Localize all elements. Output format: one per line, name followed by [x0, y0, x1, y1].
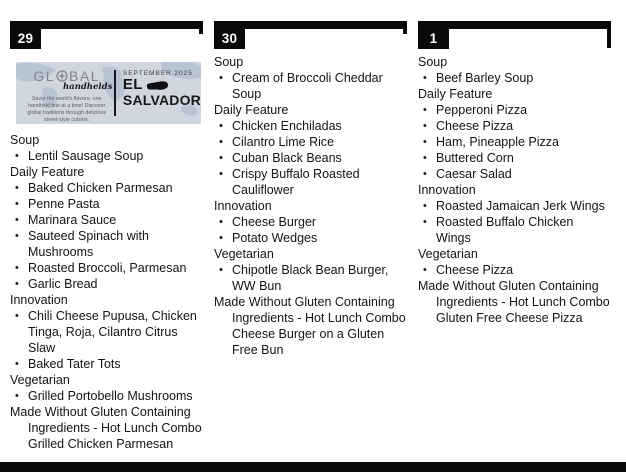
- section-title: Vegetarian: [10, 373, 70, 387]
- brand-wordmark: [21, 69, 112, 83]
- menu-content: [10, 132, 203, 452]
- banner-month-label: SEPTEMBER 2025: [122, 70, 193, 77]
- day-number-badge: 1: [418, 29, 449, 49]
- day-number-badge: 29: [10, 29, 41, 49]
- menu-item: • Caesar Salad: [418, 166, 611, 182]
- menu-item: • Cheese Pizza: [418, 262, 611, 278]
- banner-brand-block: [16, 62, 112, 124]
- country-line-1: [123, 78, 201, 92]
- global-handhelds-banner: [16, 62, 201, 124]
- menu-item: • Chili Cheese Pupusa, Chicken Tinga, Roja, Cilantro Citrus Slaw: [10, 308, 203, 356]
- section-title: Soup: [418, 55, 448, 69]
- menu-item: • Roasted Buffalo Chicken Wings: [418, 214, 611, 246]
- menu-item-list: [418, 262, 611, 278]
- menu-item: • Pepperoni Pizza: [418, 102, 611, 118]
- section-title: Innovation: [10, 293, 68, 307]
- menu-item: • Cream of Broccoli Cheddar Soup: [214, 70, 407, 102]
- column-top-bar: [418, 21, 611, 29]
- menu-content: [418, 54, 611, 326]
- menu-item: • Cheese Burger: [214, 214, 407, 230]
- menu-item: • Roasted Jamaican Jerk Wings: [418, 198, 611, 214]
- menu-item: • Crispy Buffalo Roasted Cauliflower: [214, 166, 407, 198]
- menu-item-list: [10, 180, 203, 292]
- banner-country-block: [116, 62, 201, 124]
- menu-content: [214, 54, 407, 358]
- menu-item: • Grilled Portobello Mushrooms: [10, 388, 203, 404]
- menu-item: • Buttered Corn: [418, 150, 611, 166]
- menu-item: • Lentil Sausage Soup: [10, 148, 203, 164]
- brand-prefix: GL: [33, 68, 56, 84]
- country-word-el: EL: [122, 76, 143, 93]
- brand-suffix: BAL: [69, 68, 100, 84]
- menu-item: • Roasted Broccoli, Parmesan: [10, 260, 203, 276]
- menu-item: • Sauteed Spinach with Mushrooms: [10, 228, 203, 260]
- menu-item: • Beef Barley Soup: [418, 70, 611, 86]
- banner-tagline: Savor the world's flavors- one handheld bite at a time! Discover global traditions through delicious street-style cuisine.: [27, 96, 106, 123]
- menu-item-list: [418, 70, 611, 86]
- menu-item: • Baked Chicken Parmesan: [10, 180, 203, 196]
- menu-item-list: [10, 148, 203, 164]
- el-salvador-map-icon: [146, 80, 170, 91]
- country-word-salvador: SALVADOR: [122, 92, 201, 108]
- section-title: Vegetarian: [214, 247, 274, 261]
- section-title: Made Without Gluten Containing Ingredients - Hot Lunch Combo Gluten Free Cheese Pizza: [418, 279, 610, 325]
- menu-item-list: [10, 308, 203, 372]
- menu-item-list: [418, 102, 611, 182]
- menu-item: • Cuban Black Beans: [214, 150, 407, 166]
- section-title: Soup: [10, 133, 40, 147]
- menu-item: • Potato Wedges: [214, 230, 407, 246]
- section-title: Made Without Gluten Containing Ingredients - Hot Lunch Combo Cheese Burger on a Gluten Free Bun: [214, 295, 406, 357]
- menu-item: • Cheese Pizza: [418, 118, 611, 134]
- section-title: Soup: [214, 55, 244, 69]
- day-columns-row: [10, 21, 611, 452]
- section-title: Daily Feature: [418, 87, 493, 101]
- section-title: Innovation: [214, 199, 272, 213]
- section-title: Daily Feature: [10, 165, 85, 179]
- day-column-29: [10, 21, 203, 452]
- menu-item-list: [214, 214, 407, 246]
- day-column-30: [214, 21, 407, 452]
- bottom-divider-bar: [0, 462, 626, 472]
- menu-item-list: [10, 388, 203, 404]
- section-title: Vegetarian: [418, 247, 478, 261]
- compass-icon: [56, 70, 68, 82]
- menu-item: • Cilantro Lime Rice: [214, 134, 407, 150]
- menu-item: • Penne Pasta: [10, 196, 203, 212]
- menu-item-list: [214, 118, 407, 198]
- menu-item: • Chicken Enchiladas: [214, 118, 407, 134]
- menu-item: • Marinara Sauce: [10, 212, 203, 228]
- day-column-1: [418, 21, 611, 452]
- menu-item: • Ham, Pineapple Pizza: [418, 134, 611, 150]
- menu-item-list: [418, 198, 611, 246]
- menu-item-list: [214, 70, 407, 102]
- section-title: Innovation: [418, 183, 476, 197]
- menu-item: • Baked Tater Tots: [10, 356, 203, 372]
- day-number-badge: 30: [214, 29, 245, 49]
- column-top-bar: [10, 21, 203, 29]
- menu-item: • Chipotle Black Bean Burger, WW Bun: [214, 262, 407, 294]
- menu-item-list: [214, 262, 407, 294]
- section-title: Made Without Gluten Containing Ingredients - Hot Lunch Combo Grilled Chicken Parmesan: [10, 405, 202, 451]
- column-top-bar: [214, 21, 407, 29]
- brand-script-word: handhelds: [63, 82, 113, 92]
- section-title: Daily Feature: [214, 103, 289, 117]
- menu-item: • Garlic Bread: [10, 276, 203, 292]
